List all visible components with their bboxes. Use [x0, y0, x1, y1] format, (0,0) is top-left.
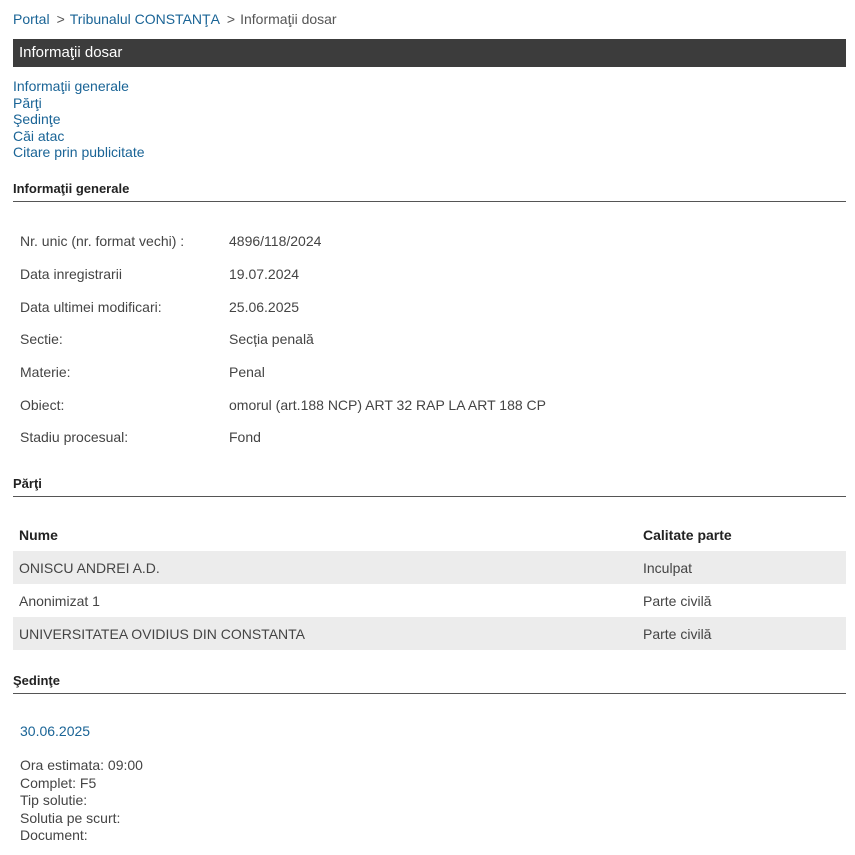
- info-row: [20, 266, 299, 282]
- party-role: Parte civilă: [643, 592, 712, 609]
- info-value: 19.07.2024: [229, 266, 300, 282]
- info-value: Secția penală: [229, 331, 314, 347]
- info-row: [20, 233, 321, 249]
- table-row: [13, 551, 846, 584]
- info-value: omorul (art.188 NCP) ART 32 RAP LA ART 188 CP: [229, 397, 546, 413]
- info-value: Penal: [229, 364, 265, 380]
- session-complet: Complet: F5: [20, 774, 97, 791]
- info-row: [20, 397, 546, 413]
- nav-informatii-generale[interactable]: Informaţii generale: [13, 78, 129, 94]
- page-title: Informaţii dosar: [13, 39, 846, 67]
- session-date: 30.06.2025: [20, 723, 91, 739]
- party-name: Anonimizat 1: [19, 592, 100, 609]
- breadcrumb-tribunal-link[interactable]: Tribunalul CONSTANŢA: [69, 11, 220, 27]
- info-value: 25.06.2025: [229, 299, 300, 315]
- session-solutia: Solutia pe scurt:: [20, 809, 121, 826]
- info-label: Materie:: [20, 364, 71, 380]
- info-label: Data inregistrarii: [20, 266, 122, 282]
- info-value: Fond: [229, 429, 261, 445]
- info-row: [20, 331, 314, 347]
- party-name: ONISCU ANDREI A.D.: [13, 551, 637, 584]
- nav-parti[interactable]: Părţi: [13, 94, 42, 111]
- section-heading-parti: Părţi: [13, 476, 846, 497]
- info-label: Data ultimei modificari:: [20, 299, 162, 315]
- section-nav: [13, 78, 145, 161]
- table-row: [13, 584, 846, 617]
- section-heading-general: Informaţii generale: [13, 181, 846, 202]
- section-heading-sedinte: Şedinţe: [13, 673, 846, 694]
- info-label: Sectie:: [20, 331, 63, 347]
- nav-sedinte[interactable]: Şedinţe: [13, 111, 61, 127]
- session-document: Document:: [20, 827, 88, 843]
- party-name: UNIVERSITATEA OVIDIUS DIN CONSTANTA: [13, 617, 637, 650]
- info-row: [20, 364, 265, 380]
- info-row: [20, 299, 299, 315]
- breadcrumb-portal-link[interactable]: Portal: [13, 11, 50, 27]
- info-row: [20, 429, 261, 445]
- breadcrumb-current: Informaţii dosar: [240, 11, 337, 27]
- party-role: Parte civilă: [637, 617, 846, 650]
- session-tip-solutie: Tip solutie:: [20, 792, 88, 808]
- table-row: [13, 617, 846, 650]
- parti-table: [13, 519, 846, 650]
- breadcrumb-separator: >: [226, 11, 236, 27]
- info-label: Obiect:: [20, 397, 65, 413]
- breadcrumb-separator: >: [56, 11, 65, 27]
- info-label: Stadiu procesual:: [20, 429, 129, 445]
- breadcrumb: [13, 11, 337, 27]
- table-header-row: [13, 519, 846, 551]
- info-label: Nr. unic (nr. format vechi) :: [20, 233, 185, 249]
- info-value: 4896/118/2024: [229, 233, 322, 249]
- party-role: Inculpat: [637, 551, 846, 584]
- session-ora: Ora estimata: 09:00: [20, 757, 143, 773]
- nav-citare-publicitate[interactable]: Citare prin publicitate: [13, 144, 145, 160]
- session-details: [20, 757, 143, 845]
- column-header-nume: Nume: [19, 527, 58, 543]
- column-header-calitate: Calitate parte: [643, 527, 732, 543]
- nav-cai-atac[interactable]: Căi atac: [13, 127, 65, 144]
